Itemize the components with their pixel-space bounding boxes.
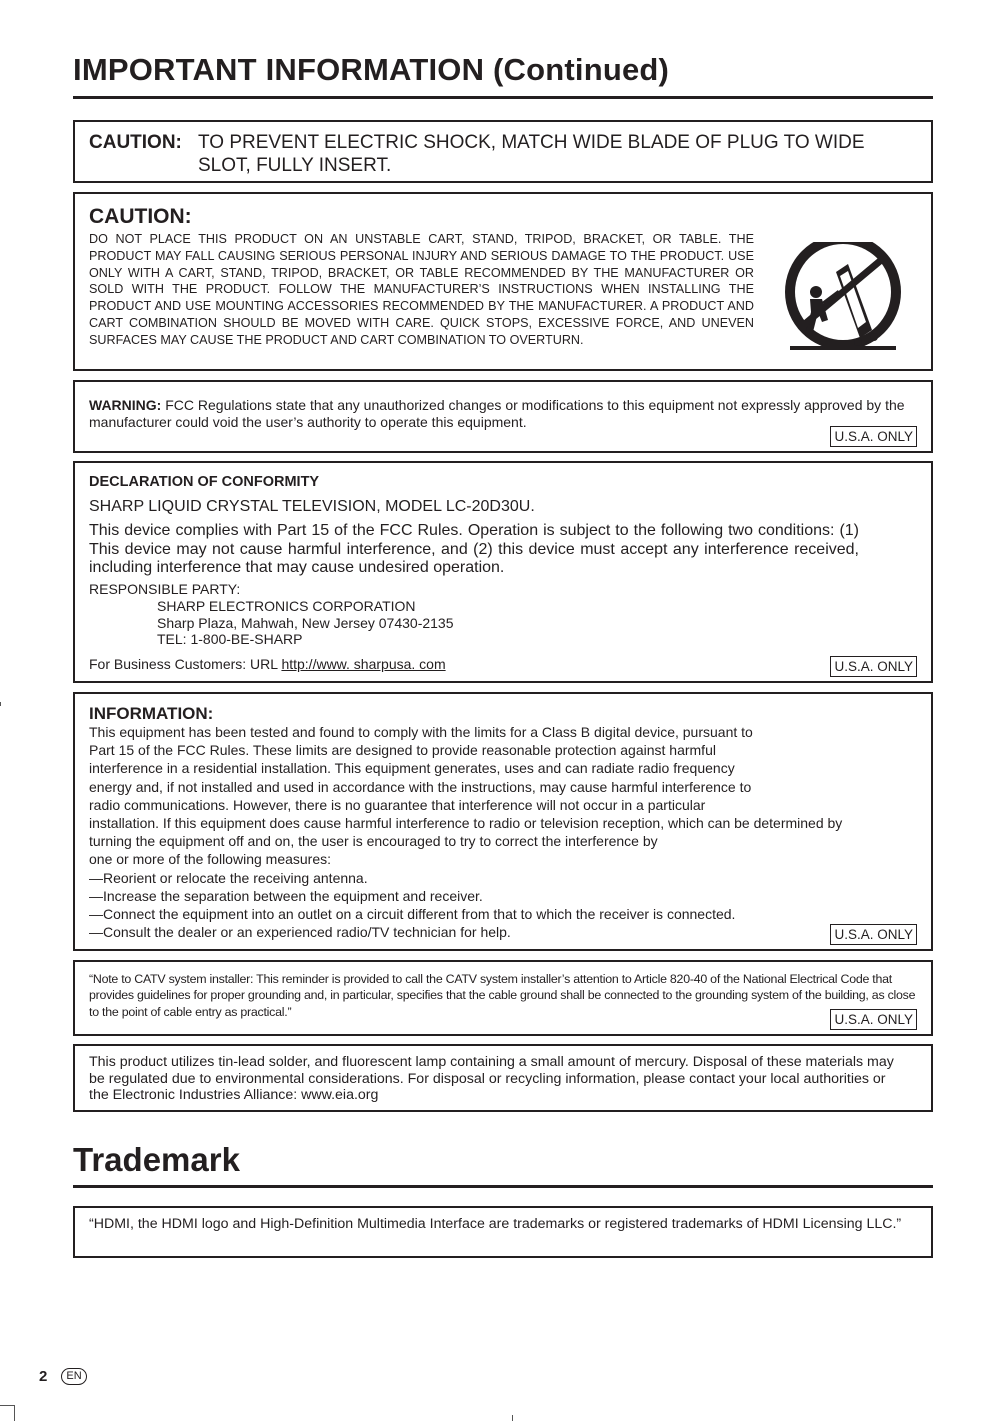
responsible-party-address xyxy=(157,598,454,648)
warning-text xyxy=(89,397,909,431)
caution-cart-heading: CAUTION: xyxy=(89,205,192,228)
business-customers-line xyxy=(89,656,446,672)
information-line: Part 15 of the FCC Rules. These limits are designed to provide reasonable protection against harmful xyxy=(89,742,716,759)
company-address: Sharp Plaza, Mahwah, New Jersey 07430-2135 xyxy=(157,614,454,631)
information-line: one or more of the following measures: xyxy=(89,851,332,868)
crop-mark xyxy=(0,1405,14,1406)
information-line: energy and, if not installed and used in accordance with the instructions, may cause harmful interference to xyxy=(89,778,752,795)
information-text xyxy=(89,723,929,941)
catv-note-box xyxy=(73,960,933,1036)
business-prefix: For Business Customers: URL xyxy=(89,656,282,672)
crop-mark xyxy=(0,702,1,706)
sharp-url-link[interactable]: http://www. sharpusa. com xyxy=(281,656,446,672)
usa-only-badge: U.S.A. ONLY xyxy=(830,656,917,677)
page-title: IMPORTANT INFORMATION (Continued) xyxy=(73,52,670,87)
information-line: installation. If this equipment does cause harmful interference to radio or television reception, which can be determined by xyxy=(89,815,843,832)
usa-only-badge: U.S.A. ONLY xyxy=(830,1009,917,1030)
company-phone: TEL: 1-800-BE-SHARP xyxy=(157,631,303,647)
caution-cart-box xyxy=(73,192,933,371)
usa-only-badge: U.S.A. ONLY xyxy=(830,924,917,945)
information-line: This equipment has been tested and found to comply with the limits for a Class B digital device, pursuant to xyxy=(89,724,753,740)
warning-body: FCC Regulations state that any unauthorized changes or modifications to this equipment not expressly approved by the manufacturer could void the user’s authority to operate this equipment. xyxy=(89,397,905,430)
solder-disposal-text: This product utilizes tin-lead solder, and fluorescent lamp containing a small amount of mercury. Disposal of these materials may be regulated due to environmental considerations. For disposal or recycling information, please contact your local authorities or the Electronic Industries Alliance: www.eia.org xyxy=(89,1054,894,1104)
declaration-model: SHARP LIQUID CRYSTAL TELEVISION, MODEL LC-20D30U. xyxy=(89,498,535,515)
information-line: interference in a residential installation. This equipment generates, uses and can radiate radio frequency xyxy=(89,760,735,777)
declaration-box xyxy=(73,461,933,683)
trademark-text: “HDMI, the HDMI logo and High-Definition Multimedia Interface are trademarks or registered trademarks of HDMI Licensing LLC.” xyxy=(89,1216,902,1232)
information-heading: INFORMATION: xyxy=(89,704,214,723)
information-line: radio communications. However, there is no guarantee that interference will not occur in a particular xyxy=(89,796,706,813)
caution-cart-text: DO NOT PLACE THIS PRODUCT ON AN UNSTABLE CART, STAND, TRIPOD, BRACKET, OR TABLE. THE PRODUCT MAY FALL CAUSING SERIOUS PERSONAL INJURY AND SERIOUS DAMAGE TO THE PRODUCT. USE ONLY WITH A CART, STAND, TRIPOD, BRACKET, OR TABLE RECOMMENDED BY THE MANUFACTURER OR SOLD WITH THE PRODUCT. FOLLOW THE MANUFACTURER’S INSTRUCTIONS WHEN INSTALLING THE PRODUCT AND USE MOUNTING ACCESSORIES RECOMMENDED BY THE MANUFACTURER. A PRODUCT AND CART COMBINATION SHOULD BE MOVED WITH CARE. QUICK STOPS, EXCESSIVE FORCE, AND UNEVEN SURFACES MAY CAUSE THE PRODUCT AND CART COMBINATION TO OVERTURN. xyxy=(89,232,754,347)
crop-mark xyxy=(14,1405,15,1421)
catv-note-text: “Note to CATV system installer: This reminder is provided to call the CATV system installer’s attention to Article 820-40 of the National Electrical Code that provides guidelines for proper grounding and, in particular, specifies that the cable ground shall be connected to the grounding system of the building, as close to the point of cable entry as practical.” xyxy=(89,972,916,1019)
language-badge: EN xyxy=(61,1368,87,1385)
trademark-box xyxy=(73,1206,933,1258)
information-line: —Reorient or relocate the receiving antenna. xyxy=(89,869,368,886)
trademark-rule xyxy=(73,1185,933,1188)
information-line: —Increase the separation between the equipment and receiver. xyxy=(89,887,483,904)
page-number: 2 xyxy=(39,1368,48,1385)
information-line: —Connect the equipment into an outlet on a circuit different from that to which the receiver is connected. xyxy=(89,906,736,923)
information-line: —Consult the dealer or an experienced radio/TV technician for help. xyxy=(89,924,511,941)
responsible-party-label: RESPONSIBLE PARTY: xyxy=(89,581,241,597)
usa-only-badge: U.S.A. ONLY xyxy=(830,426,917,447)
caution-plug-box xyxy=(73,120,933,183)
information-box xyxy=(73,692,933,951)
caution-plug-label: CAUTION: xyxy=(89,132,182,153)
crop-mark xyxy=(512,1415,513,1421)
trademark-title: Trademark xyxy=(73,1141,240,1178)
declaration-compliance: This device complies with Part 15 of the FCC Rules. Operation is subject to the following two conditions: (1) This device may not cause harmful interference, and (2) this device must accept any interference received, including interference that may cause undesired operation. xyxy=(89,522,859,576)
warning-label: WARNING: xyxy=(89,397,162,413)
cart-tip-over-warning-icon xyxy=(778,242,908,360)
caution-plug-text: TO PREVENT ELECTRIC SHOCK, MATCH WIDE BLADE OF PLUG TO WIDE SLOT, FULLY INSERT. xyxy=(198,132,865,176)
warning-box xyxy=(73,380,933,453)
information-line: turning the equipment off and on, the user is encouraged to try to correct the interference by xyxy=(89,833,658,850)
solder-disposal-box xyxy=(73,1044,933,1112)
declaration-heading: DECLARATION OF CONFORMITY xyxy=(89,474,320,490)
company-name: SHARP ELECTRONICS CORPORATION xyxy=(157,598,416,614)
title-rule xyxy=(73,96,933,99)
